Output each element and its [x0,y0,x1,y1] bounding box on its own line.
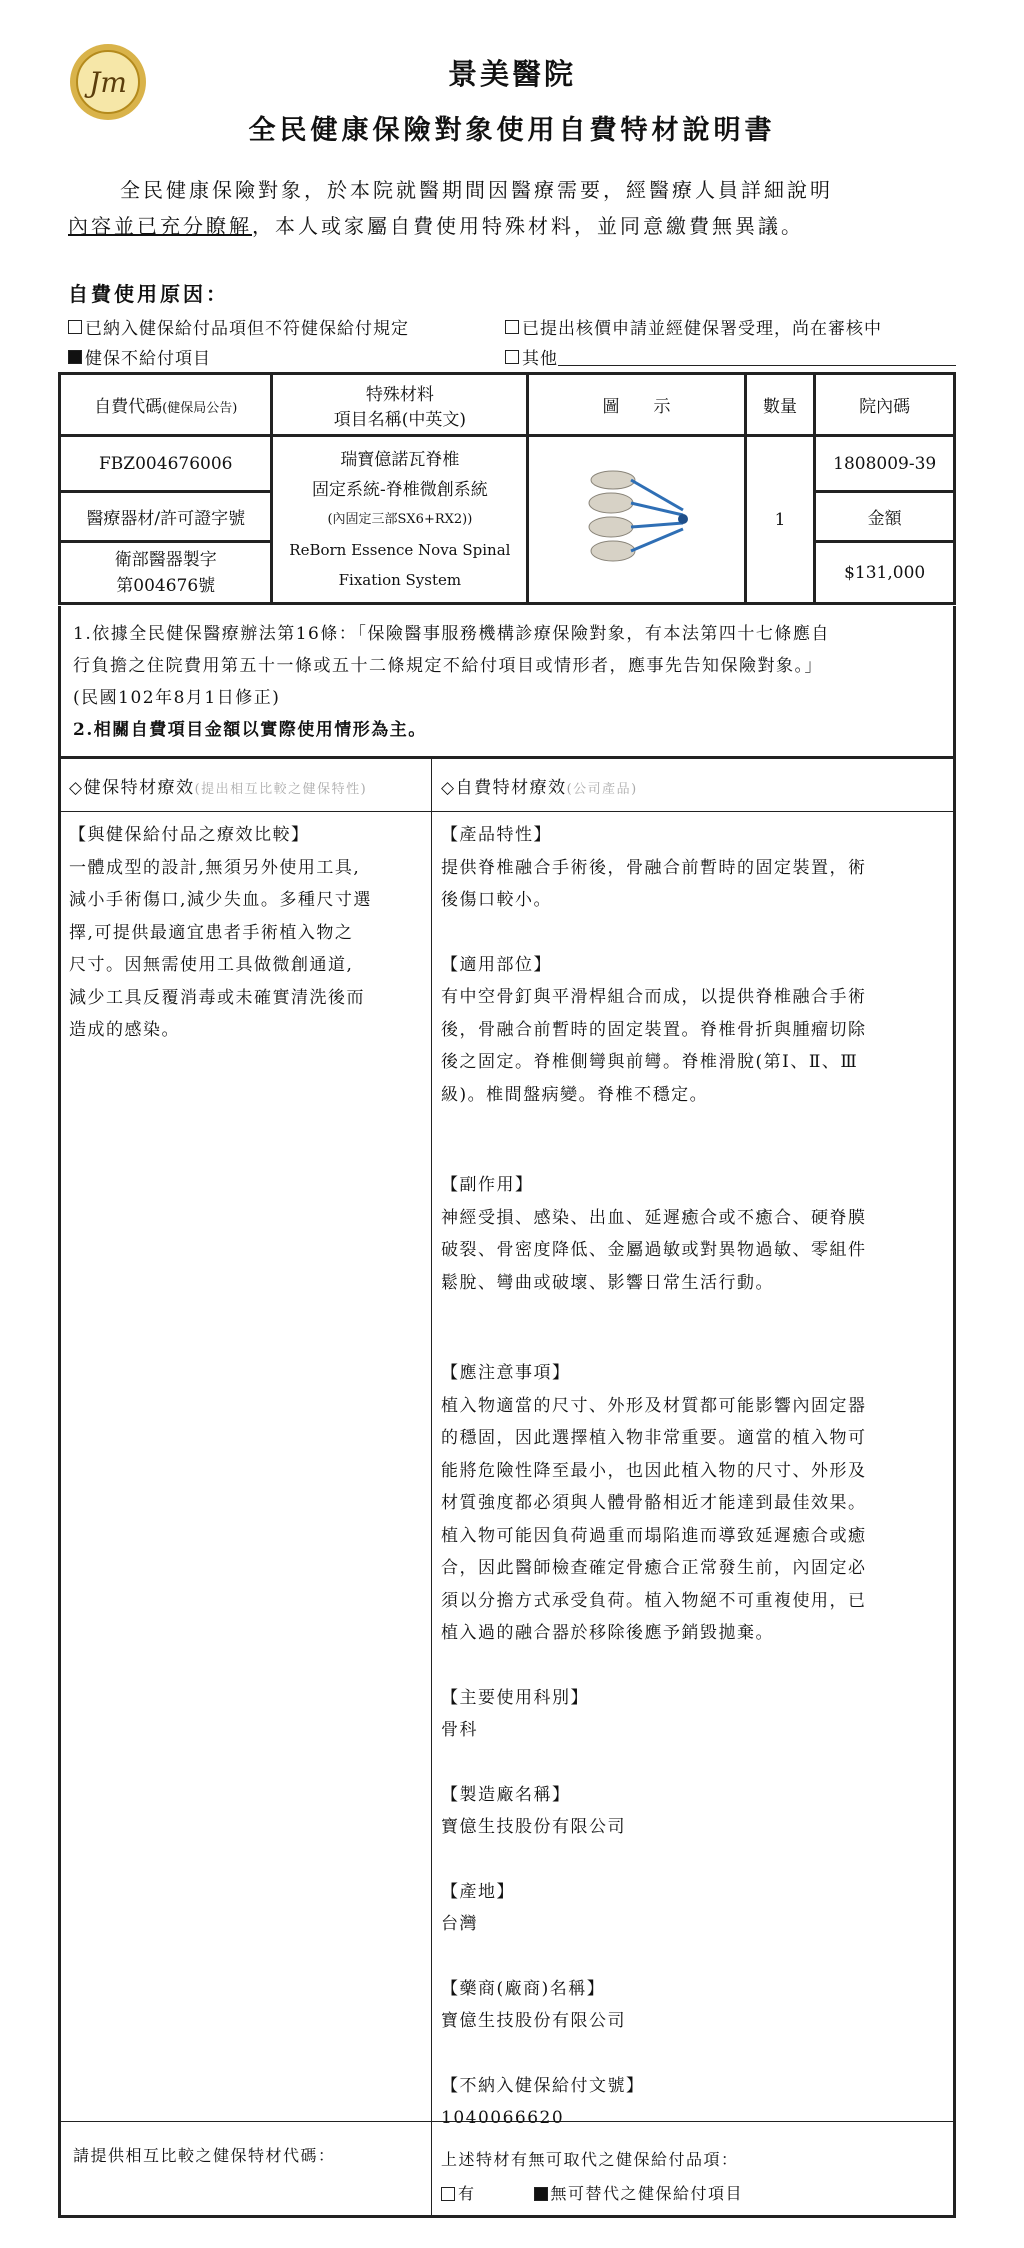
item-image [528,436,745,604]
section-product-features: 【產品特性】 提供脊椎融合手術後，骨融合前暫時的固定裝置，術 後傷口較小。 [441,825,867,910]
checkbox-icon[interactable] [505,320,519,334]
note-line3: (民國102年8月1日修正) [73,688,281,708]
section-applicable-sites: 【適用部位】 有中空骨釘與平滑桿組合而成，以提供脊椎融合手術 後，骨融合前暫時的固定裝置。脊椎骨折與腫瘤切除 後之固定。脊椎側彎與前彎。脊椎滑脫(第Ⅰ、Ⅱ、Ⅲ 級)。椎間盤病變。脊椎不穩定。 [441,954,867,1105]
header-quantity: 數量 [745,374,815,436]
checkbox-icon[interactable] [441,2187,455,2201]
document-title: 全民健康保險對象使用自費特材說明書 [248,115,776,146]
other-blank-line[interactable] [558,347,956,366]
reason-option-1[interactable] [68,314,409,339]
item-name: 瑞寶億諾瓦脊椎 固定系統-脊椎微創系統 (內固定三部SX6+RX2)) ReBorn Essence Nova Spinal Fixation System [272,436,528,604]
item-amount: $131,000 [815,542,955,604]
note-line2: 行負擔之住院費用第五十一條或五十二條規定不給付項目或情形者，應事先告知保險對象。」 [73,656,823,676]
intro-paragraph [68,172,948,244]
item-quantity: 1 [745,436,815,604]
notes-block [58,606,956,756]
section-department: 【主要使用科別】 骨科 [441,1687,589,1740]
self-pay-efficacy-header: ◇自費特材療效(公司產品) [441,778,638,798]
section-vendor: 【藥商(廠商)名稱】 寶億生技股份有限公司 [441,1978,626,2031]
license-number: 衛部醫器製字 第004676號 [60,542,272,604]
self-pay-details [441,819,949,2135]
intro-line1: 全民健康保險對象，於本院就醫期間因醫療需要，經醫療人員詳細說明 [120,178,833,202]
section-side-effects: 【副作用】 神經受損、感染、出血、延遲癒合或不癒合、硬脊膜 破裂、骨密度降低、金屬過敏或對異物過敏、零組件 鬆脫、彎曲或破壞、影響日常生活行動。 [441,1175,867,1293]
reason-option-2[interactable] [505,314,882,339]
amount-label: 金額 [815,492,955,542]
item-table [58,372,956,605]
license-label: 醫療器材/許可證字號 [60,492,272,542]
reason-option-4[interactable] [505,344,956,369]
section-origin: 【產地】 台灣 [441,1881,515,1934]
checkbox-checked-icon[interactable] [534,2187,548,2201]
header-code: 自費代碼(健保局公告) [60,374,272,436]
section-nhi-document-no: 【不納入健保給付文號】 1040066620 [441,2075,645,2128]
header-internal-code: 院內碼 [815,374,955,436]
checkbox-icon[interactable] [505,350,519,364]
header-image: 圖 示 [528,374,745,436]
option-label: 已納入健保給付品項但不符健保給付規定 [85,319,409,339]
nhi-comparison-text: 【與健保給付品之療效比較】 一體成型的設計,無須另外使用工具, 減小手術傷口,減少失血。多種尺寸選 擇,可提供最適宜患者手術植入物之 尺寸。因無需使用工具做微創通道, 減少工具反覆消毒或未確實清洗後而 造成的感染。 [69,825,372,1040]
option-label: 健保不給付項目 [85,349,211,369]
option-label: 其他 [522,349,558,369]
section-manufacturer: 【製造廠名稱】 寶億生技股份有限公司 [441,1784,626,1837]
option-label: 已提出核價申請並經健保署受理，尚在審核中 [522,319,882,339]
reason-heading: 自費使用原因： [68,282,229,306]
substitute-question: 上述特材有無可取代之健保給付品項： 有 無可替代之健保給付項目 [441,2143,743,2211]
reason-option-3[interactable] [68,344,211,369]
section-precautions: 【應注意事項】 植入物適當的尺寸、外形及材質都可能影響內固定器 的穩固，因此選擇植入物非常重要。適當的植入物可 能將危險性降至最小，也因此植入物的尺寸、外形及 材質強度都必須與人體骨骼相近才能達到最佳效果。 植入物可能因負荷過重而塌陷進而導致延遲癒合或癒 合，因此醫師檢查確定骨癒合正常發生前，內固定必 須以分擔方式承受負荷。植入物絕不可重複使用，已 植入過的融合器於移除後應予銷毀拋棄。 [441,1363,867,1643]
item-code: FBZ004676006 [60,436,272,492]
intro-line2: ，本人或家屬自費使用特殊材料，並同意繳費無異議。 [252,214,804,238]
spine-implant-image [571,465,701,575]
note-line1: 1.依據全民健保醫療辦法第16條：「保險醫事服務機構診療保險對象，有本法第四十七條應自 [73,624,830,644]
comparison-table [58,756,956,2218]
note-line4: 2.相關自費項目金額以實際使用情形為主。 [73,720,427,740]
checkbox-icon[interactable] [68,320,82,334]
checkbox-checked-icon[interactable] [68,350,82,364]
option-yes[interactable]: 有 [458,2184,476,2203]
logo-text: Jm [89,66,127,99]
nhi-efficacy-header: ◇健保特材療效(提出相互比較之健保特性) [69,778,368,798]
intro-underlined: 內容並已充分瞭解 [68,214,252,238]
option-no-substitute[interactable]: 無可替代之健保給付項目 [550,2184,744,2203]
item-internal-code: 1808009-39 [815,436,955,492]
header-name: 特殊材料 項目名稱(中英文) [272,374,528,436]
nhi-code-request: 請提供相互比較之健保特材代碼： [73,2146,336,2165]
hospital-name: 景美醫院 [447,57,576,91]
